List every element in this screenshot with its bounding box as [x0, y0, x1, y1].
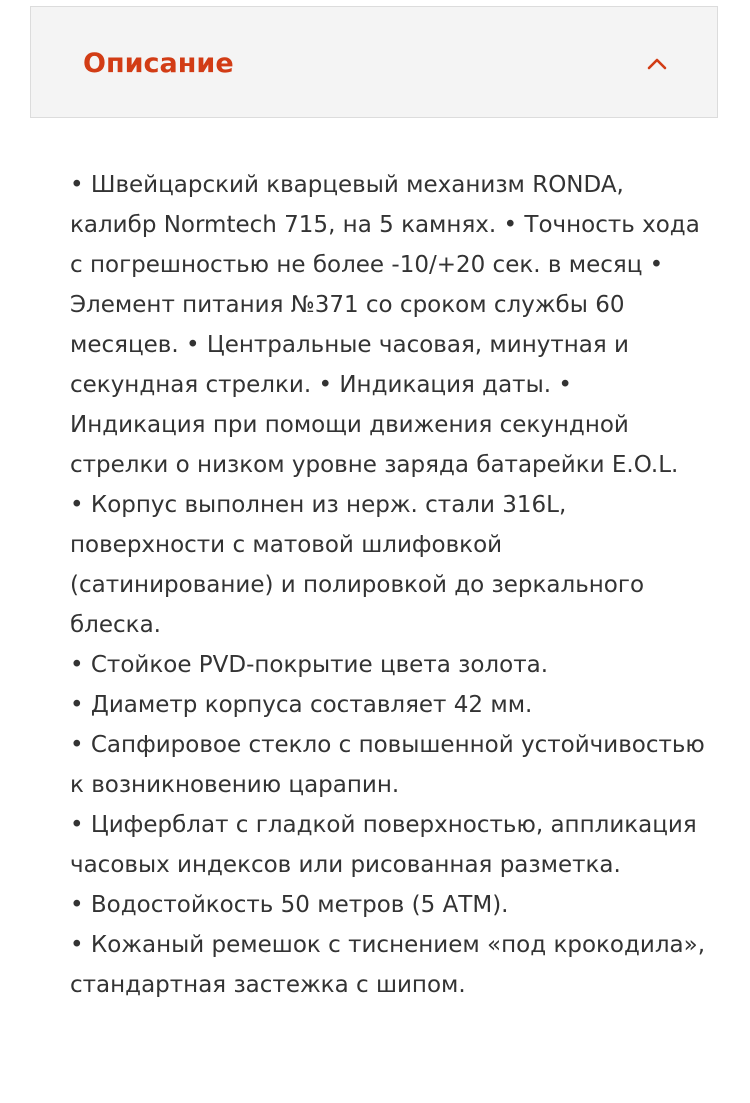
description-paragraph: • Корпус выполнен из нерж. стали 316L, поверхности с матовой шлифовкой (сатинирование) и полировкой до зеркального блеска. — [70, 492, 645, 638]
description-body — [70, 165, 710, 1005]
description-accordion-header[interactable] — [30, 6, 718, 118]
description-paragraph: • Швейцарский кварцевый механизм RONDA, калибр Normtech 715, на 5 камнях. • Точность хода с погрешностью не более -10/+20 сек. в месяц • Элемент питания №371 со сроком службы 60 месяцев. • Центральные часовая, минутная и секундная стрелки. • Индикация даты. • Индикация при помощи движения секундной стрелки о низком уровне заряда батарейки E.O.L. — [70, 172, 700, 478]
chevron-up-icon[interactable] — [645, 52, 669, 76]
accordion-title: Описание — [83, 48, 234, 79]
description-paragraph: • Диаметр корпуса составляет 42 мм. — [70, 692, 533, 718]
description-paragraph: • Циферблат с гладкой поверхностью, аппликация часовых индексов или рисованная разметка. — [70, 812, 697, 878]
description-paragraph: • Сапфировое стекло с повышенной устойчивостью к возникновению царапин. — [70, 732, 705, 798]
description-paragraph: • Кожаный ремешок с тиснением «под крокодила», стандартная застежка с шипом. — [70, 932, 706, 998]
description-paragraph: • Стойкое PVD-покрытие цвета золота. — [70, 652, 549, 678]
description-paragraph: • Водостойкость 50 метров (5 АТМ). — [70, 892, 509, 918]
